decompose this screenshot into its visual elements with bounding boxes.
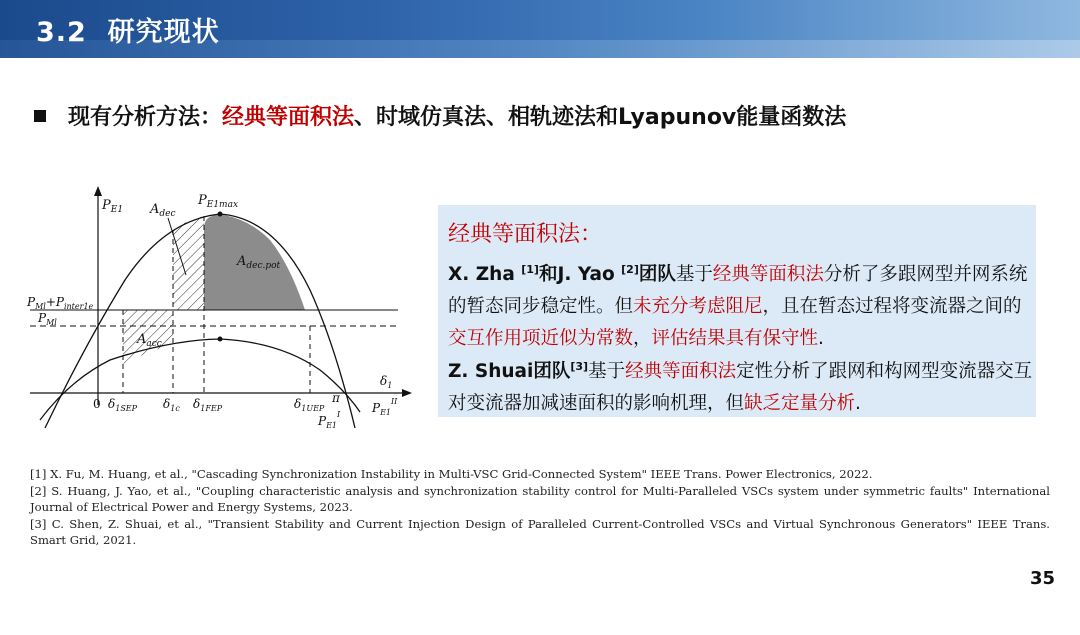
origin-label: 0	[93, 397, 101, 411]
bullet-prefix: 现有分析方法：	[68, 105, 223, 130]
pi-label: π	[332, 391, 340, 405]
bullet-highlight: 经典等面积法	[222, 105, 355, 130]
aacc-label: $A_{acc}$	[137, 332, 162, 349]
x-axis-arrow-icon	[402, 389, 412, 397]
reference-item: [1] X. Fu, M. Huang, et al., "Cascading Synchronization Instability in Multi-VSC Grid-Connected System" IEEE Trans. Power Electronics, 2022.	[30, 467, 873, 481]
curve1-label: $P_{E1}^I$	[318, 410, 341, 430]
references	[30, 466, 1050, 549]
info-paragraph-2: Z. Shuai团队[3]基于经典等面积法定性分析了跟网和构网型变流器交互对变流器加减速面积的影响机理，但缺乏定量分析.	[448, 360, 1033, 415]
adecpot-label: $A_{dec.pot}$	[237, 254, 281, 271]
adec-label: $A_{dec}$	[150, 202, 176, 219]
header-banner	[0, 0, 1080, 58]
tick-1sep: $\delta_{1SEP}$	[108, 397, 138, 413]
square-bullet-icon	[34, 110, 46, 122]
curve2-label: $P_{E1}^{II}$	[372, 397, 398, 417]
x-axis-label: $\delta_1$	[380, 374, 393, 390]
y-axis-label: $P_{E1}$	[102, 198, 124, 215]
bullet-line	[34, 100, 846, 131]
info-heading: 经典等面积法：	[448, 222, 603, 247]
equal-area-diagram	[0, 180, 430, 440]
y-axis-arrow-icon	[94, 186, 102, 196]
peak-dot-upper	[218, 212, 223, 217]
level2-label: $P_{Ml}$	[38, 311, 57, 327]
peak-dot-lower	[218, 337, 223, 342]
tick-1fep: $\delta_{1FEP}$	[193, 397, 223, 413]
bullet-suffix: 、时域仿真法、相轨迹法和Lyapunov能量函数法	[354, 105, 847, 130]
page-number: 35	[1030, 568, 1056, 589]
slide-title	[36, 10, 220, 49]
section-number: 3.2	[36, 17, 87, 48]
tick-1uep: $\delta_{1UEP}$	[294, 397, 325, 413]
reference-item: [2] S. Huang, J. Yao, et al., "Coupling characteristic analysis and synchronization stability control for Multi-Paralleled VSCs system under symmetric faults" International Journal of Electrical Power and Energy Systems, 2023.	[30, 483, 1050, 514]
info-paragraph-1: X. Zha [1]和J. Yao [2]团队基于经典等面积法分析了多跟网型并网系统的暂态同步稳定性。但未充分考虑阻尼，且在暂态过程将变流器之间的交互作用项近似为常数，评估结果具有保守性.	[448, 263, 1028, 350]
tick-1c: $\delta_{1c}$	[163, 397, 180, 413]
info-box	[438, 205, 1036, 417]
section-title: 研究现状	[107, 17, 220, 48]
area-acc	[123, 310, 173, 364]
reference-item: [3] C. Shen, Z. Shuai, et al., "Transient Stability and Current Injection Design of Paralleled Current-Controlled VSCs and Virtual Synchronous Generators" IEEE Trans. Smart Grid, 2021.	[30, 516, 1050, 547]
peak-label: $P_{E1max}$	[198, 193, 239, 210]
area-dec	[173, 216, 204, 310]
level1-label: $P_{Ml}+P_{inter1e}$	[27, 295, 94, 311]
